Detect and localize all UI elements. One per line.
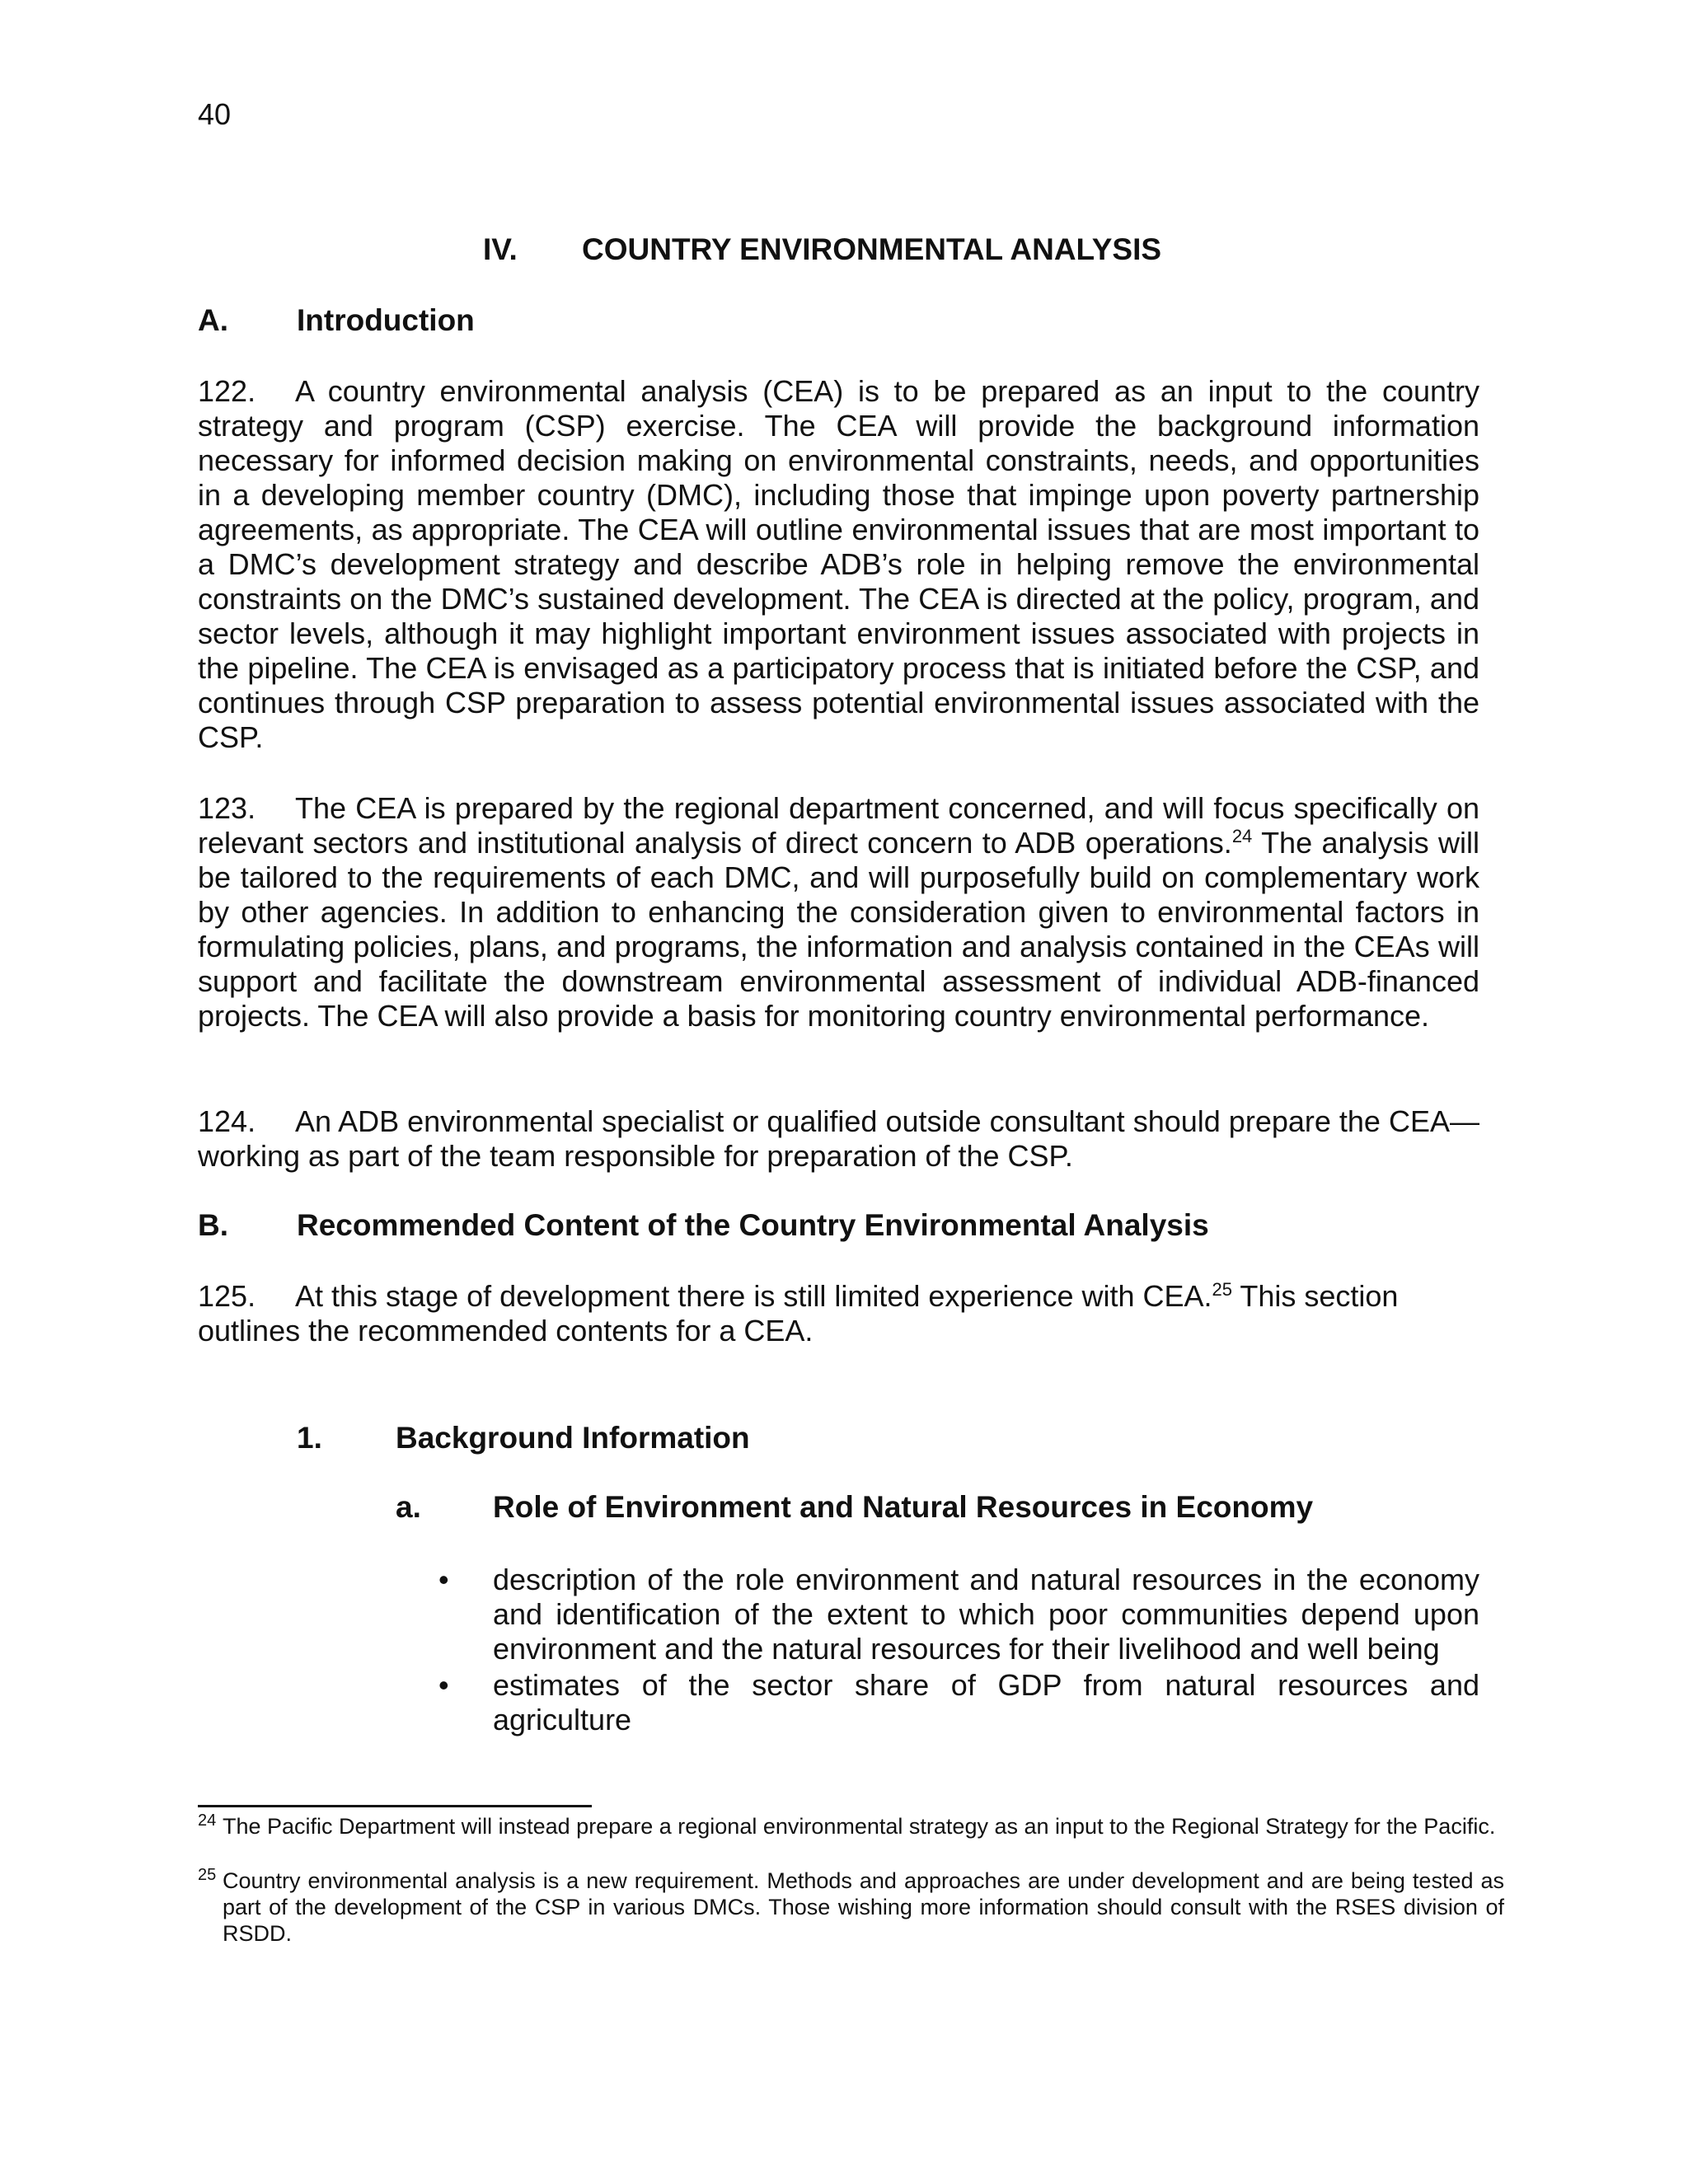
paragraph-text-continued: This section outlines the recommended contents for a CEA. xyxy=(198,1279,1399,1347)
paragraph-number: 123. xyxy=(198,791,256,825)
section-heading-recommended-content xyxy=(198,1208,1209,1243)
paragraph-122 xyxy=(198,374,1479,755)
list-item xyxy=(438,1563,1479,1666)
footnote-ref-25[interactable]: 25 xyxy=(1212,1279,1233,1300)
subsubsection-letter: a. xyxy=(396,1490,421,1524)
paragraph-number: 124. xyxy=(198,1104,256,1138)
paragraph-number: 125. xyxy=(198,1279,256,1313)
paragraph-number: 122. xyxy=(198,374,256,408)
bullet-list xyxy=(438,1563,1479,1739)
list-item-text: description of the role environment and natural resources in the economy and identification of the extent to which poor communities depend upon environment and the natural resources for their livelihood and well being xyxy=(493,1563,1479,1666)
footnote-text: The Pacific Department will instead prepare a regional environmental strategy as an input to the Regional Strategy for the Pacific. xyxy=(223,1814,1496,1839)
section-letter: A. xyxy=(198,303,228,337)
bullet-icon: • xyxy=(438,1563,449,1596)
page-number: 40 xyxy=(198,97,232,131)
paragraph-text-continued: The analysis will be tailored to the requirements of each DMC, and will purposefully build on complementary work by other agencies. In addition to enhancing the consideration given to environmental factors in formulating policies, plans, and programs, the information and analysis contained in the CEAs will support and facilitate the downstream environmental assessment of individual ADB-financed projects. The CEA will also provide a basis for monitoring country environmental performance. xyxy=(198,826,1479,1033)
footnote-24: 24 The Pacific Department will instead prepare a regional environmental strategy as an input to the Regional Strategy for the Pacific. xyxy=(198,1811,1496,1839)
section-heading-introduction xyxy=(198,303,475,338)
footnote-divider xyxy=(198,1805,592,1807)
paragraph-124 xyxy=(198,1104,1479,1174)
footnote-text: Country environmental analysis is a new requirement. Methods and approaches are under development and are being tested as part of the development of the CSP in various DMCs. Those wishing more information should consult with the RSES division of RSDD. xyxy=(223,1868,1504,1946)
paragraph-125 xyxy=(198,1279,1451,1348)
footnote-25: 25 Country environmental analysis is a new requirement. Methods and approaches are under development and are being tested as part of the development of the CSP in various DMCs. Those wishing more information should consult with the RSES division of RSDD. xyxy=(198,1866,1504,1946)
bullet-icon: • xyxy=(438,1668,449,1702)
footnote-ref-24[interactable]: 24 xyxy=(1231,826,1253,846)
paragraph-text: The CEA is prepared by the regional department concerned, and will focus specifically on relevant sectors and institutional analysis of direct concern to ADB operations. xyxy=(198,791,1479,860)
paragraph-text: At this stage of development there is still limited experience with CEA. xyxy=(295,1279,1212,1313)
subsection-title: Background Information xyxy=(396,1421,750,1455)
chapter-title: COUNTRY ENVIRONMENTAL ANALYSIS xyxy=(582,232,1162,266)
subsubsection-heading-role xyxy=(396,1490,1313,1525)
chapter-number: IV. xyxy=(483,232,518,266)
chapter-heading xyxy=(483,232,1161,267)
section-title: Introduction xyxy=(297,303,475,337)
subsection-number: 1. xyxy=(297,1421,322,1455)
subsection-heading-background xyxy=(297,1421,750,1455)
paragraph-text: An ADB environmental specialist or qualified outside consultant should prepare the CEA—working as part of the team responsible for preparation of the CSP. xyxy=(198,1104,1479,1173)
list-item xyxy=(438,1668,1479,1737)
subsubsection-title: Role of Environment and Natural Resources in Economy xyxy=(493,1490,1314,1524)
section-title: Recommended Content of the Country Environmental Analysis xyxy=(297,1208,1209,1242)
paragraph-123 xyxy=(198,791,1479,1033)
paragraph-text: A country environmental analysis (CEA) is to be prepared as an input to the country strategy and program (CSP) exercise. The CEA will provide the background information necessary for informed decision making on environmental constraints, needs, and opportunities in a developing member country (DMC), including those that impinge upon poverty partnership agreements, as appropriate. The CEA will outline environmental issues that are most important to a DMC’s development strategy and describe ADB’s role in helping remove the environmental constraints on the DMC’s sustained development. The CEA is directed at the policy, program, and sector levels, although it may highlight important environment issues associated with projects in the pipeline. The CEA is envisaged as a participatory process that is initiated before the CSP, and continues through CSP preparation to assess potential environmental issues associated with the CSP. xyxy=(198,374,1479,754)
section-letter: B. xyxy=(198,1208,228,1242)
list-item-text: estimates of the sector share of GDP from natural resources and agriculture xyxy=(493,1668,1479,1736)
